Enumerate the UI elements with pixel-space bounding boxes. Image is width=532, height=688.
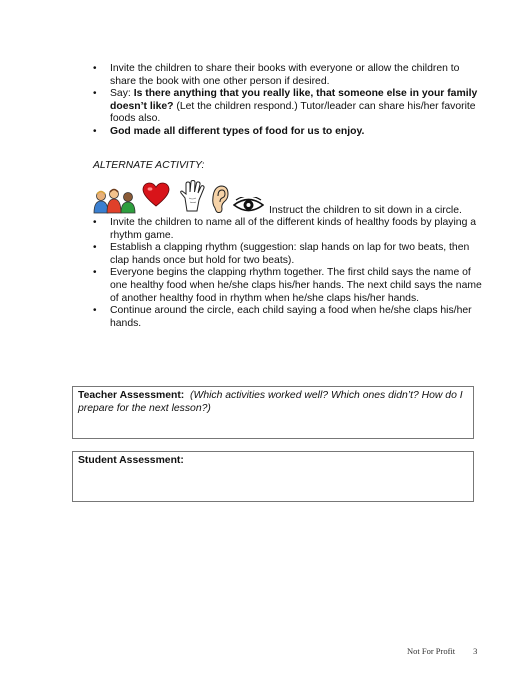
page-footer: [407, 645, 477, 658]
student-assessment-box[interactable]: [72, 451, 474, 502]
list-item-text: Invite the children to share their books with everyone or allow the children to share the book with one other person if desired.: [110, 63, 460, 87]
alternate-activity-list: [92, 217, 482, 330]
teacher-assessment-box[interactable]: [72, 386, 474, 439]
bullet-marker: •: [93, 242, 97, 254]
teacher-assessment-prompt: (Which activities worked well? Which ones didn’t? How do I prepare for the next lesson?): [78, 390, 463, 414]
bullet-marker: •: [93, 217, 97, 228]
list-item-text: Continue around the circle, each child saying a food when he/she claps his/her hands.: [110, 305, 472, 329]
heart-icon: [142, 182, 170, 208]
activity-bullet-list: [92, 63, 482, 139]
list-item-text: Everyone begins the clapping rhythm together. The first child says the name of one healthy food when he/she claps his/her hands. The next child says the name of another healthy food in rhythm when he/she claps his/her hands.: [110, 267, 482, 304]
alternate-activity-heading: ALTERNATE ACTIVITY:: [93, 160, 205, 171]
teacher-assessment-title: Teacher Assessment:: [78, 390, 185, 401]
bullet-marker: •: [93, 305, 97, 317]
children-group-icon: [92, 188, 138, 214]
list-item-text: Establish a clapping rhythm (suggestion: slap hands on lap for two beats, then clap hands once but hold for two beats).: [110, 242, 470, 266]
eye-icon: [233, 197, 264, 213]
list-item: [92, 126, 482, 139]
list-item: [92, 305, 482, 330]
say-prefix: Say:: [110, 88, 134, 100]
ear-icon: [210, 184, 230, 214]
list-item: [92, 88, 482, 126]
circle-instruction: Instruct the children to sit down in a circle.: [269, 205, 462, 216]
bullet-marker: •: [93, 267, 97, 279]
bullet-marker: •: [93, 88, 97, 100]
footer-label: Not For Profit: [407, 646, 456, 656]
student-assessment-title: Student Assessment:: [78, 455, 184, 466]
hand-icon: [178, 180, 206, 212]
list-item: [92, 242, 482, 267]
list-item: [92, 267, 482, 305]
list-item: [92, 217, 482, 242]
bullet-marker: •: [93, 63, 97, 74]
bullet-marker: •: [93, 125, 97, 137]
list-item-text: Invite the children to name all of the different kinds of healthy foods by playing a rhythm game.: [110, 217, 477, 241]
page-number: 3: [473, 646, 478, 656]
list-item-text: God made all different types of food for us to enjoy.: [110, 125, 365, 137]
list-item: [92, 63, 482, 88]
say-suffix: (Let the children respond.) Tutor/leader can share his/her favorite foods also.: [110, 100, 476, 125]
say-question: Is there anything that you really like, that someone else in your family doesn’t like?: [110, 88, 478, 112]
senses-icon-row: [92, 180, 272, 216]
